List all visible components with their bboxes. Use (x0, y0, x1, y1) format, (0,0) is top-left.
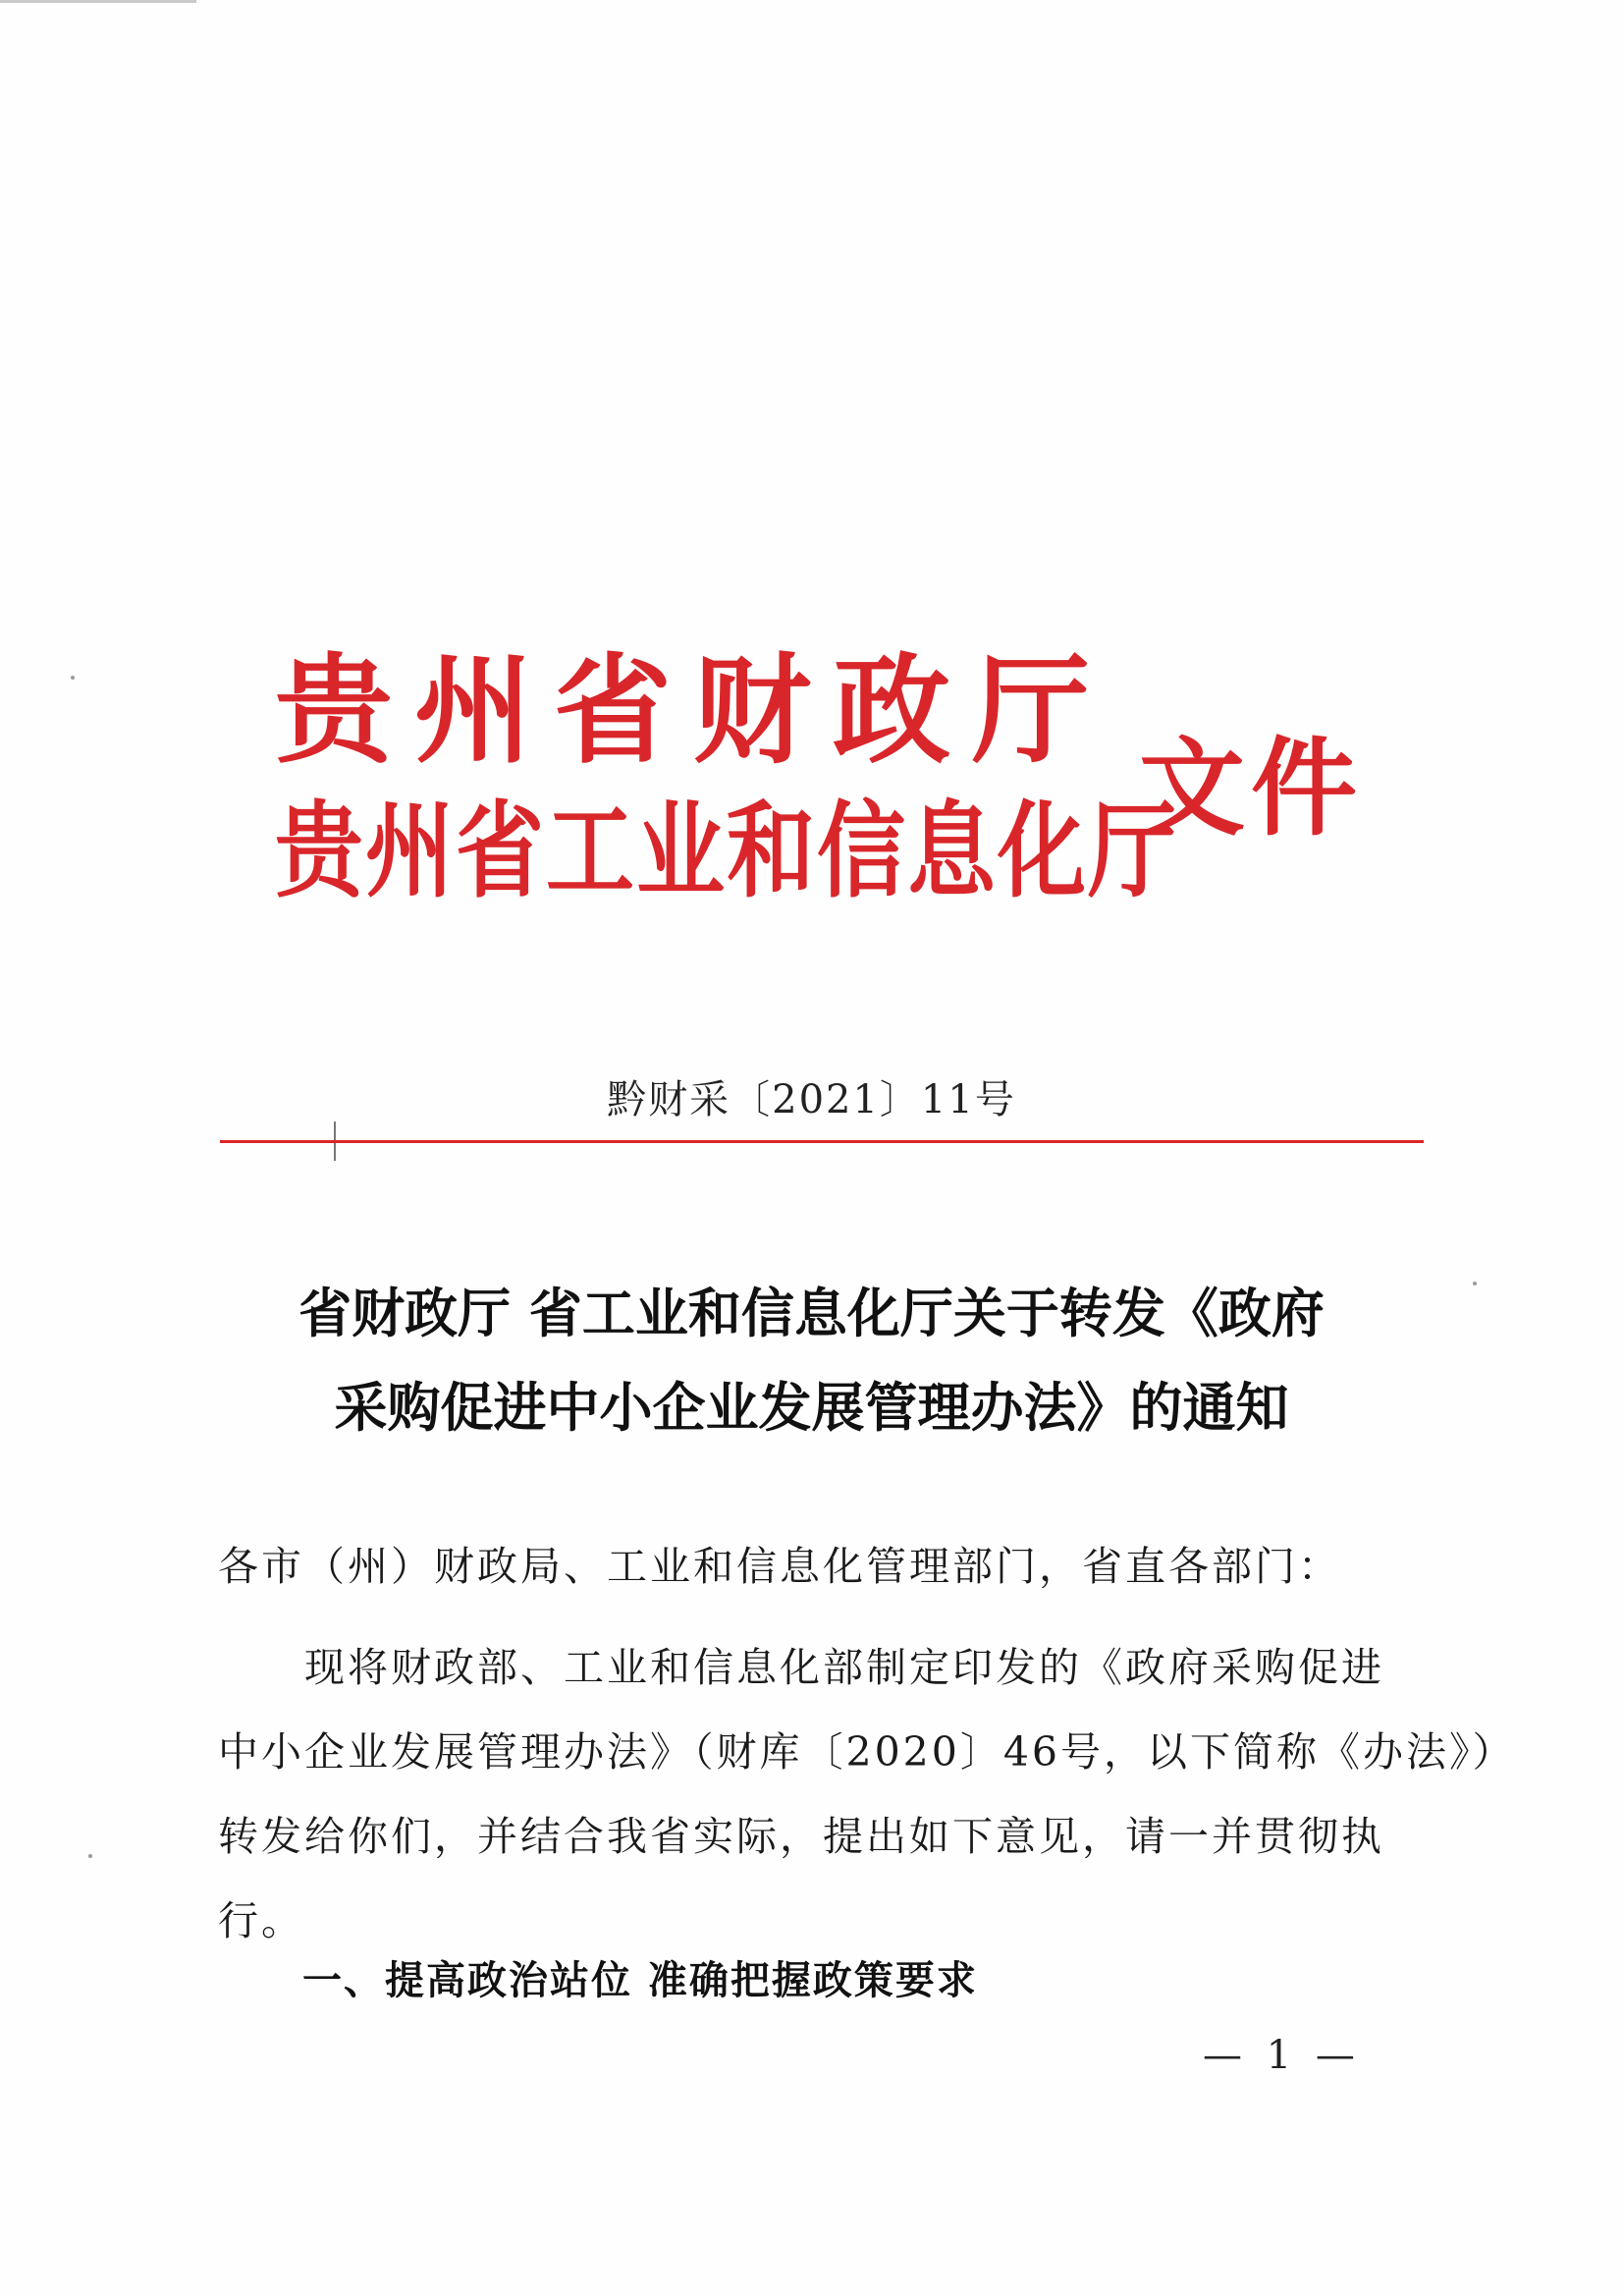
page-number: — 1 — (1203, 2033, 1361, 2078)
paragraph-line: 转发给你们，并结合我省实际，提出如下意见，请一并贯彻执 (218, 1813, 1384, 1860)
title-line-1: 省财政厅 省工业和信息化厅关于转发《政府 (298, 1283, 1325, 1344)
scan-edge-mark (0, 0, 196, 3)
red-separator-line (220, 1140, 1424, 1143)
salutation: 各市（州）财政局、工业和信息化管理部门，省直各部门： (218, 1543, 1341, 1590)
title-line-2: 采购促进中小企业发展管理办法》的通知 (334, 1377, 1289, 1439)
document-title (196, 1267, 1427, 1455)
scan-speck (71, 676, 75, 680)
paragraph-line: 中小企业发展管理办法》（财库〔2020〕46号，以下简称《办法》） (218, 1728, 1516, 1776)
letterhead-suffix: 文件 (1139, 728, 1364, 850)
issuer-name-industry: 贵州省工业和信息化厅 (275, 791, 1178, 913)
document-number: 黔财采〔2021〕11号 (607, 1077, 1016, 1122)
paragraph-line: 现将财政部、工业和信息化部制定印发的《政府采购促进 (304, 1644, 1384, 1691)
issuer-name-finance: 贵州省财政厅 (275, 643, 1111, 780)
paragraph-line: 行。 (218, 1897, 304, 1944)
scan-speck (88, 1854, 92, 1858)
letterhead (275, 643, 1414, 938)
scan-speck (1473, 1282, 1477, 1285)
section-heading-1: 一、提高政治站位 准确把握政策要求 (302, 1958, 978, 2003)
body-paragraph (218, 1625, 1516, 1963)
